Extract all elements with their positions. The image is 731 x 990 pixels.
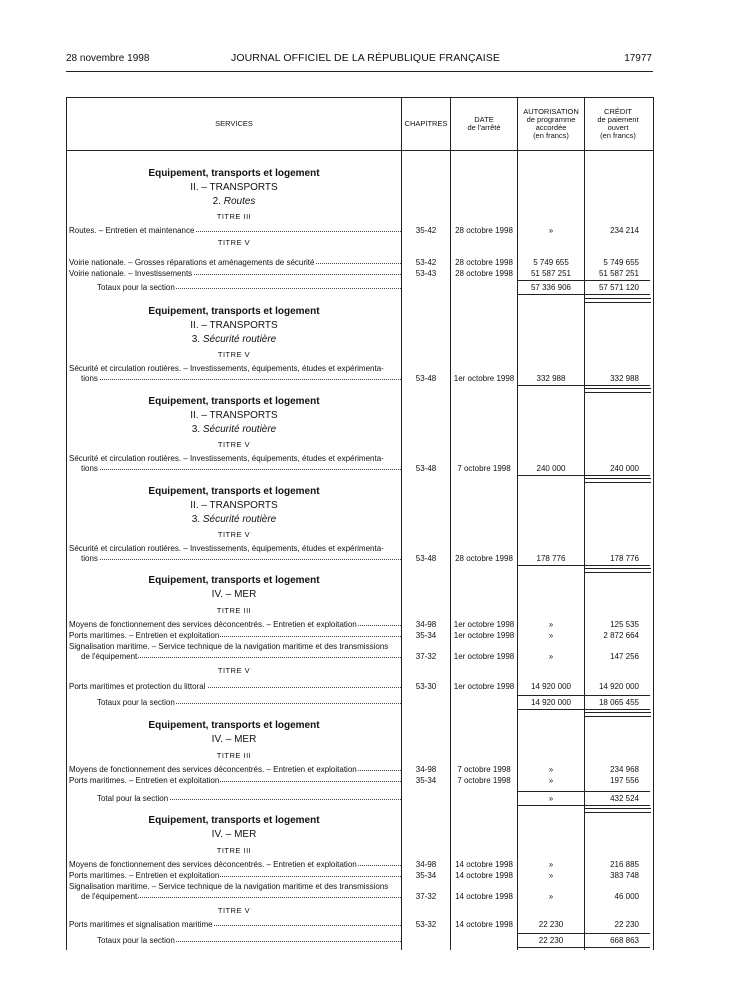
total-rule [518,280,650,281]
header-rule [66,71,653,72]
section-part: IV. – MER [211,829,257,840]
credit-cell [585,682,651,691]
credit-cell [585,860,651,869]
chapitre-cell: 35-34 [415,871,437,880]
col-header-autorisation: AUTORISATION de programme accordée (en francs) [523,107,579,140]
subtotal-rule [518,385,650,386]
credit-cell [585,554,651,563]
service-label [81,554,401,563]
total-rule [518,933,650,934]
credit-cell [585,258,651,267]
total-credit-value: 668 863 [610,936,639,945]
dot-leader [81,379,401,380]
chapitre-cell: 35-42 [415,226,437,235]
section-ministry: Equipement, transports et logement [148,720,320,731]
service-text: Ports maritimes et signalisation maritime [69,920,213,929]
date-cell: 28 octobre 1998 [455,269,513,278]
titre-heading: TITRE V [217,238,251,247]
service-label [81,464,401,473]
credit-value: 234 968 [610,765,639,774]
service-label [69,871,401,880]
totals-text: Total pour la section [97,794,169,803]
totals-text: Totaux pour la section [97,698,175,707]
section-part: IV. – MER [211,734,257,745]
credit-cell [585,652,651,661]
service-text: Moyens de fonctionnement des services déconcentrés. – Entretien et exploitation [69,860,357,869]
titre-heading: TITRE V [217,666,251,675]
chapitre-cell: 35-34 [415,631,437,640]
section-part: IV. – MER [211,589,257,600]
service-label [81,652,401,661]
chapitre-cell: 53-48 [415,554,437,563]
autorisation-cell: » [548,765,554,774]
section-ministry: Equipement, transports et logement [148,815,320,826]
chapitre-cell: 53-48 [415,374,437,383]
section-subtitle [67,196,401,207]
service-label [69,631,401,640]
autorisation-cell: » [548,860,554,869]
autorisation-cell: 332 988 [536,374,566,383]
page-number: 17977 [624,53,652,64]
subtitle-name: Sécurité routière [202,514,277,525]
total-credit [585,936,651,945]
totals-label [97,698,401,707]
service-text: tions [81,464,98,473]
credit-cell [585,620,651,629]
section-part: II. – TRANSPORTS [190,182,278,193]
credit-cell [585,226,651,235]
date-cell: 7 octobre 1998 [457,776,511,785]
credit-value: 14 920 000 [598,682,639,691]
service-label: Sécurité et circulation routières. – Investissements, équipements, études et expérimenta- [69,454,384,463]
total-credit-value: 432 524 [610,794,639,803]
credit-cell [585,765,651,774]
service-text: Moyens de fonctionnement des services déconcentrés. – Entretien et exploitation [69,620,357,629]
credit-cell [585,631,651,640]
section-separator [585,298,651,303]
credit-value: 197 556 [610,776,639,785]
total-credit-value: 18 065 455 [598,698,639,707]
credit-value: 332 988 [610,374,639,383]
date-cell: 7 octobre 1998 [457,765,511,774]
service-label: Sécurité et circulation routières. – Investissements, équipements, études et expérimenta- [69,364,384,373]
date-cell: 1er octobre 1998 [453,682,515,691]
chapitre-cell: 35-34 [415,776,437,785]
page-date: 28 novembre 1998 [66,53,150,64]
service-label [69,269,401,278]
section-part: II. – TRANSPORTS [190,500,278,511]
chapitre-cell: 37-32 [415,652,437,661]
titre-heading: TITRE III [216,212,252,221]
autorisation-cell: » [548,652,554,661]
total-rule [518,695,650,696]
date-cell: 1er octobre 1998 [453,620,515,629]
totals-text: Totaux pour la section [97,283,175,292]
table-row [67,682,653,694]
credit-cell [585,871,651,880]
service-label: Signalisation maritime. – Service technique de la navigation maritime et des transmissions [69,882,389,891]
autorisation-cell: 22 230 [538,920,564,929]
table-row [67,776,653,788]
col-header-credit: CRÉDIT de paiement ouvert (en francs) [597,107,639,140]
journal-title: JOURNAL OFFICIEL DE LA RÉPUBLIQUE FRANÇAISE [231,52,500,64]
credit-value: 216 885 [610,860,639,869]
credit-cell [585,464,651,473]
section-separator [585,712,651,717]
service-text: Voirie nationale. – Grosses réparations et aménagements de sécurité [69,258,315,267]
credit-value: 5 749 655 [603,258,639,267]
section-separator [585,568,651,573]
total-autorisation: » [548,794,554,803]
total-rule [518,294,650,295]
credit-value: 383 748 [610,871,639,880]
table-row [67,892,653,904]
chapitre-cell: 34-98 [415,860,437,869]
service-text: Moyens de fonctionnement des services déconcentrés. – Entretien et exploitation [69,765,357,774]
total-autorisation: 14 920 000 [530,698,572,707]
service-label [69,920,401,929]
header-bottom-rule [67,150,653,151]
titre-heading: TITRE V [217,906,251,915]
section-ministry: Equipement, transports et logement [148,306,320,317]
total-autorisation: 57 336 906 [530,283,572,292]
date-cell: 28 octobre 1998 [455,554,513,563]
date-cell: 14 octobre 1998 [455,860,513,869]
service-label [69,258,401,267]
dot-leader [81,559,401,560]
total-credit [585,794,651,803]
dot-leader [81,469,401,470]
credit-value: 178 776 [610,554,639,563]
credit-cell [585,374,651,383]
date-cell: 28 octobre 1998 [455,258,513,267]
date-cell: 14 octobre 1998 [455,871,513,880]
credit-cell [585,776,651,785]
titre-heading: TITRE III [216,751,252,760]
autorisation-cell: » [548,226,554,235]
credit-value: 125 535 [610,620,639,629]
table-row [67,226,653,238]
service-text: Voirie nationale. – Investissements [69,269,193,278]
totals-label [97,283,401,292]
section-separator [585,388,651,393]
service-text: Ports maritimes et protection du littoral [69,682,206,691]
subtitle-number: 3. [191,334,201,345]
autorisation-cell: 14 920 000 [530,682,572,691]
service-text: tions [81,374,98,383]
autorisation-cell: » [548,871,554,880]
section-ministry: Equipement, transports et logement [148,396,320,407]
service-label: Signalisation maritime. – Service technique de la navigation maritime et des transmissions [69,642,389,651]
date-cell: 14 octobre 1998 [455,920,513,929]
service-label [69,860,401,869]
service-text: de l'équipement [81,652,138,661]
chapitre-cell: 34-98 [415,765,437,774]
section-part: II. – TRANSPORTS [190,410,278,421]
subtitle-number: 3. [191,424,201,435]
section-ministry: Equipement, transports et logement [148,486,320,497]
service-label [81,892,401,901]
autorisation-cell: 5 749 655 [533,258,569,267]
service-label [69,776,401,785]
credit-value: 46 000 [614,892,639,901]
service-label [81,374,401,383]
titre-heading: TITRE V [217,350,251,359]
credit-cell [585,892,651,901]
titre-heading: TITRE V [217,440,251,449]
totals-label [97,936,401,945]
subtotal-rule [518,475,650,476]
autorisation-cell: 178 776 [536,554,566,563]
date-cell: 1er octobre 1998 [453,374,515,383]
chapitre-cell: 53-30 [415,682,437,691]
credit-value: 240 000 [610,464,639,473]
service-text: tions [81,554,98,563]
subtitle-name: Sécurité routière [202,424,277,435]
total-credit [585,283,651,292]
service-label [69,620,401,629]
credit-cell [585,920,651,929]
subtitle-number: 2. [212,196,221,207]
col-header-date: DATE de l'arrêté [467,115,501,132]
credit-value: 147 256 [610,652,639,661]
total-rule [518,805,650,806]
date-cell: 1er octobre 1998 [453,652,515,661]
section-separator [585,478,651,483]
col-header-services: SERVICES [215,119,253,128]
autorisation-cell: » [548,776,554,785]
chapitre-cell: 34-98 [415,620,437,629]
totals-text: Totaux pour la section [97,936,175,945]
section-ministry: Equipement, transports et logement [148,575,320,586]
credit-value: 234 214 [610,226,639,235]
section-ministry: Equipement, transports et logement [148,168,320,179]
service-text: de l'équipement [81,892,138,901]
service-text: Ports maritimes. – Entretien et exploitation [69,776,220,785]
autorisation-cell: 240 000 [536,464,566,473]
service-text: Ports maritimes. – Entretien et exploitation [69,631,220,640]
total-rule [518,709,650,710]
table-row [67,920,653,932]
total-rule [518,791,650,792]
section-part: II. – TRANSPORTS [190,320,278,331]
service-label [69,765,401,774]
section-subtitle [67,514,401,525]
chapitre-cell: 53-43 [415,269,437,278]
total-credit [585,698,651,707]
titre-heading: TITRE III [216,846,252,855]
date-cell: 7 octobre 1998 [457,464,511,473]
chapitre-cell: 53-32 [415,920,437,929]
date-cell: 14 octobre 1998 [455,892,513,901]
credit-value: 22 230 [614,920,639,929]
total-autorisation: 22 230 [538,936,564,945]
titre-heading: TITRE V [217,530,251,539]
credit-value: 2 872 664 [603,631,639,640]
col-header-chapitres: CHAPITRES [404,119,448,128]
total-rule [518,947,650,948]
section-subtitle [67,424,401,435]
chapitre-cell: 53-48 [415,464,437,473]
autorisation-cell: » [548,892,554,901]
service-label [69,226,401,235]
table-row [67,652,653,664]
autorisation-cell: 51 587 251 [530,269,572,278]
totals-label [97,794,401,803]
chapitre-cell: 37-32 [415,892,437,901]
chapitre-cell: 53-42 [415,258,437,267]
date-cell: 28 octobre 1998 [455,226,513,235]
subtotal-rule [518,565,650,566]
service-label [69,682,401,691]
service-text: Ports maritimes. – Entretien et exploitation [69,871,220,880]
service-label: Sécurité et circulation routières. – Investissements, équipements, études et expérimenta- [69,544,384,553]
subtitle-number: 3. [191,514,201,525]
credit-value: 51 587 251 [598,269,639,278]
subtitle-name: Routes [223,196,256,207]
section-separator [585,808,651,813]
section-subtitle [67,334,401,345]
autorisation-cell: » [548,631,554,640]
titre-heading: TITRE III [216,606,252,615]
credit-cell [585,269,651,278]
total-credit-value: 57 571 120 [598,283,639,292]
subtitle-name: Sécurité routière [202,334,277,345]
date-cell: 1er octobre 1998 [453,631,515,640]
credits-table [66,97,654,950]
autorisation-cell: » [548,620,554,629]
service-text: Routes. – Entretien et maintenance [69,226,195,235]
